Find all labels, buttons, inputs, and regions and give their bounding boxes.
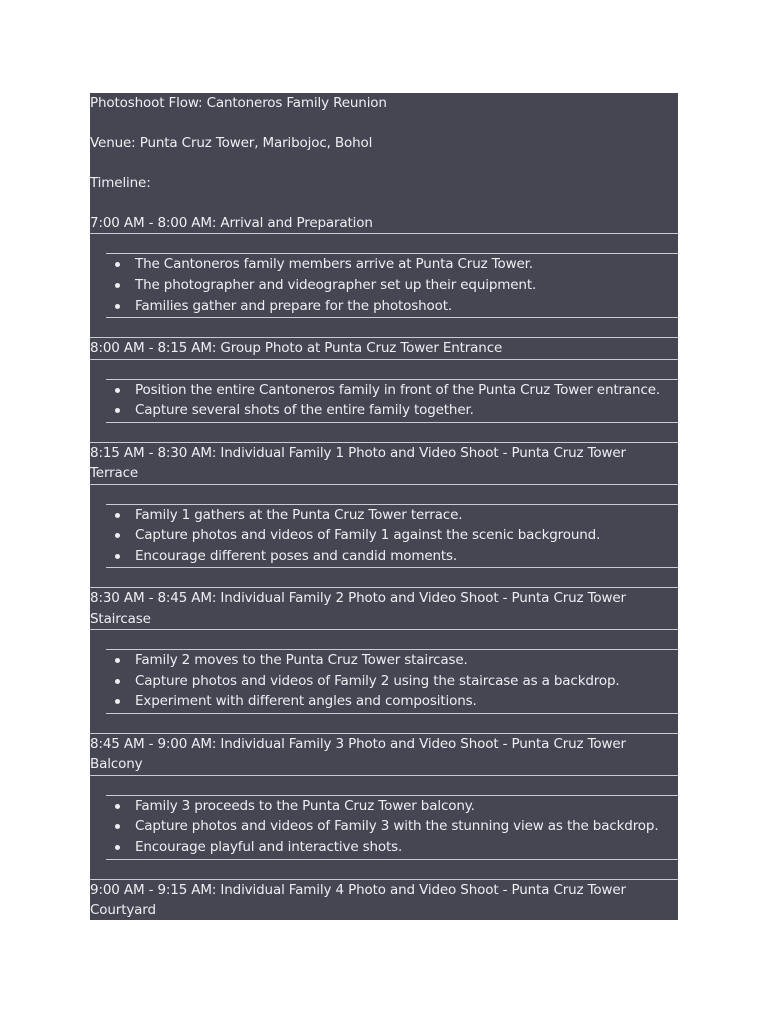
list-item-text: The Cantoneros family members arrive at Punta Cruz Tower.	[135, 256, 533, 273]
spacer	[90, 568, 678, 588]
list-item	[106, 816, 678, 837]
spacer	[90, 153, 678, 173]
bullet-icon	[115, 262, 120, 267]
bullet-icon	[115, 408, 120, 413]
section-heading-line: Courtyard	[90, 901, 156, 918]
list-item	[106, 691, 678, 712]
list-item	[106, 254, 678, 275]
section-heading	[90, 443, 678, 485]
bullet-icon	[115, 845, 120, 850]
section-list	[106, 505, 678, 569]
list-item-text: Encourage playful and interactive shots.	[135, 838, 403, 855]
document-block	[90, 93, 678, 920]
spacer	[106, 360, 678, 380]
list-item	[106, 525, 678, 546]
list-item	[106, 296, 678, 317]
list-item	[106, 671, 678, 692]
list-item	[106, 650, 678, 671]
list-item	[106, 380, 678, 401]
bullet-icon	[115, 658, 120, 663]
section-heading-line: 9:00 AM - 9:15 AM: Individual Family 4 Photo and Video Shoot - Punta Cruz Tower	[90, 881, 626, 898]
spacer	[90, 318, 678, 338]
bullet-icon	[115, 304, 120, 309]
spacer	[106, 630, 678, 650]
bullet-icon	[115, 533, 120, 538]
bullet-icon	[115, 824, 120, 829]
list-item-text: Capture photos and videos of Family 2 using the staircase as a backdrop.	[135, 672, 620, 689]
bullet-icon	[115, 283, 120, 288]
section-list	[106, 650, 678, 714]
list-item-text: The photographer and videographer set up their equipment.	[135, 277, 537, 293]
section-heading	[90, 588, 678, 630]
spacer	[90, 423, 678, 443]
spacer	[106, 485, 678, 505]
list-item-text: Capture photos and videos of Family 3 with the stunning view as the backdrop.	[135, 818, 659, 835]
list-item	[106, 837, 678, 858]
spacer	[90, 113, 678, 133]
section-list	[106, 796, 678, 860]
spacer	[90, 714, 678, 734]
section-heading-line: 8:45 AM - 9:00 AM: Individual Family 3 Photo and Video Shoot - Punta Cruz Tower	[90, 735, 626, 752]
section-heading-line: 8:15 AM - 8:30 AM: Individual Family 1 Photo and Video Shoot - Punta Cruz Tower	[90, 444, 626, 461]
bullet-icon	[115, 699, 120, 704]
list-item	[106, 505, 678, 526]
list-item	[106, 275, 678, 296]
list-item-text: Family 3 proceeds to the Punta Cruz Tower balcony.	[135, 797, 475, 814]
section-heading	[90, 880, 678, 921]
list-item	[106, 796, 678, 817]
list-item-text: Family 1 gathers at the Punta Cruz Tower terrace.	[135, 506, 463, 523]
spacer	[106, 234, 678, 254]
timeline-label: Timeline:	[90, 175, 151, 191]
list-item	[106, 546, 678, 567]
section-heading-line: 8:30 AM - 8:45 AM: Individual Family 2 Photo and Video Shoot - Punta Cruz Tower	[90, 590, 626, 607]
section-heading-line: Terrace	[90, 465, 139, 482]
section-heading: 7:00 AM - 8:00 AM: Arrival and Preparation	[90, 213, 678, 234]
list-item-text: Families gather and prepare for the photoshoot.	[135, 297, 453, 314]
list-item-text: Experiment with different angles and compositions.	[135, 693, 477, 710]
section-list	[106, 254, 678, 318]
venue-line: Venue: Punta Cruz Tower, Maribojoc, Bohol	[90, 135, 373, 151]
section-list	[106, 380, 678, 423]
section-heading	[90, 734, 678, 776]
section-heading: 8:00 AM - 8:15 AM: Group Photo at Punta Cruz Tower Entrance	[90, 338, 678, 359]
list-item-text: Encourage different poses and candid moments.	[135, 547, 458, 564]
list-item-text: Capture photos and videos of Family 1 against the scenic background.	[135, 527, 601, 544]
spacer	[90, 193, 678, 213]
bullet-icon	[115, 804, 120, 809]
bullet-icon	[115, 513, 120, 518]
bullet-icon	[115, 388, 120, 393]
section-heading-line: Staircase	[90, 610, 151, 627]
document-title: Photoshoot Flow: Cantoneros Family Reunion	[90, 95, 387, 111]
bullet-icon	[115, 554, 120, 559]
list-item-text: Position the entire Cantoneros family in front of the Punta Cruz Tower entrance.	[135, 381, 661, 398]
section-heading-line: Balcony	[90, 756, 143, 773]
spacer	[90, 860, 678, 880]
list-item-text: Capture several shots of the entire family together.	[135, 402, 474, 419]
list-item	[106, 400, 678, 421]
bullet-icon	[115, 679, 120, 684]
spacer	[106, 776, 678, 796]
list-item-text: Family 2 moves to the Punta Cruz Tower staircase.	[135, 652, 468, 669]
